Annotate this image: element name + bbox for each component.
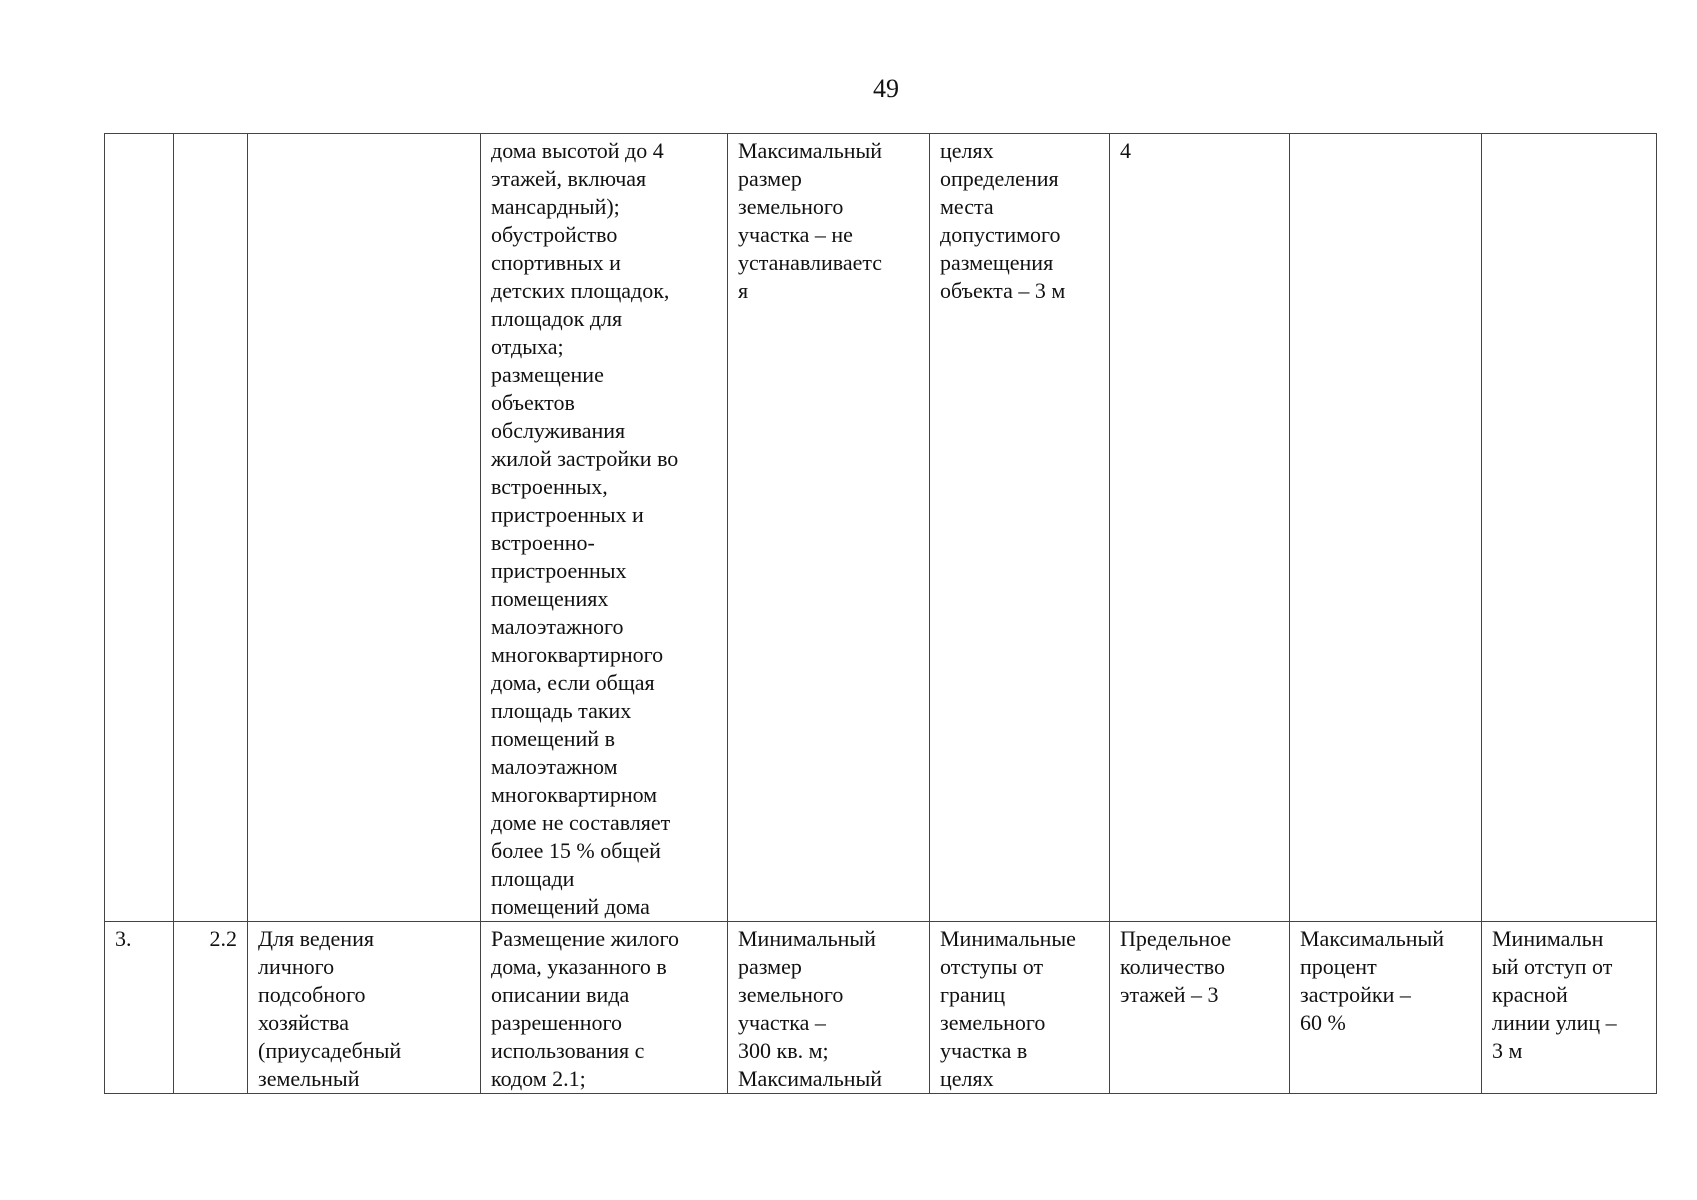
cell-red-line [1482,134,1657,922]
table-row [105,922,1657,1094]
cell-number: 3. [105,922,174,1094]
cell-code [174,134,248,922]
cell-use-description: Размещение жилого дома, указанного в описании вида разрешенного использования с кодом 2.1; [481,922,728,1094]
page-number: 49 [873,74,899,103]
cell-setbacks: Минимальные отступы от границ земельного участка в целях [930,922,1110,1094]
cell-floors: Предельное количество этажей – 3 [1110,922,1290,1094]
cell-coverage [1290,134,1482,922]
cell-plot-size: Максимальный размер земельного участка – не устанавливаетс я [728,134,930,922]
cell-setbacks: целях определения места допустимого размещения объекта – 3 м [930,134,1110,922]
cell-use-name [248,134,481,922]
cell-use-description: дома высотой до 4 этажей, включая мансардный); обустройство спортивных и детских площадок, площадок для отдыха; размещение объектов обслуживания жилой застройки во встроенных, пристроенных и встроенно- пристроенных помещениях малоэтажного многоквартирного дома, если общая площадь таких помещений в малоэтажном многоквартирном доме не составляет более 15 % общей площади помещений дома [481,134,728,922]
cell-plot-size: Минимальный размер земельного участка – 300 кв. м; Максимальный [728,922,930,1094]
cell-code: 2.2 [174,922,248,1094]
cell-floors: 4 [1110,134,1290,922]
cell-use-name: Для ведения личного подсобного хозяйства (приусадебный земельный [248,922,481,1094]
cell-coverage: Максимальный процент застройки – 60 % [1290,922,1482,1094]
cell-number [105,134,174,922]
cell-red-line: Минимальн ый отступ от красной линии улиц – 3 м [1482,922,1657,1094]
zoning-table [104,133,1657,1094]
table-row [105,134,1657,922]
